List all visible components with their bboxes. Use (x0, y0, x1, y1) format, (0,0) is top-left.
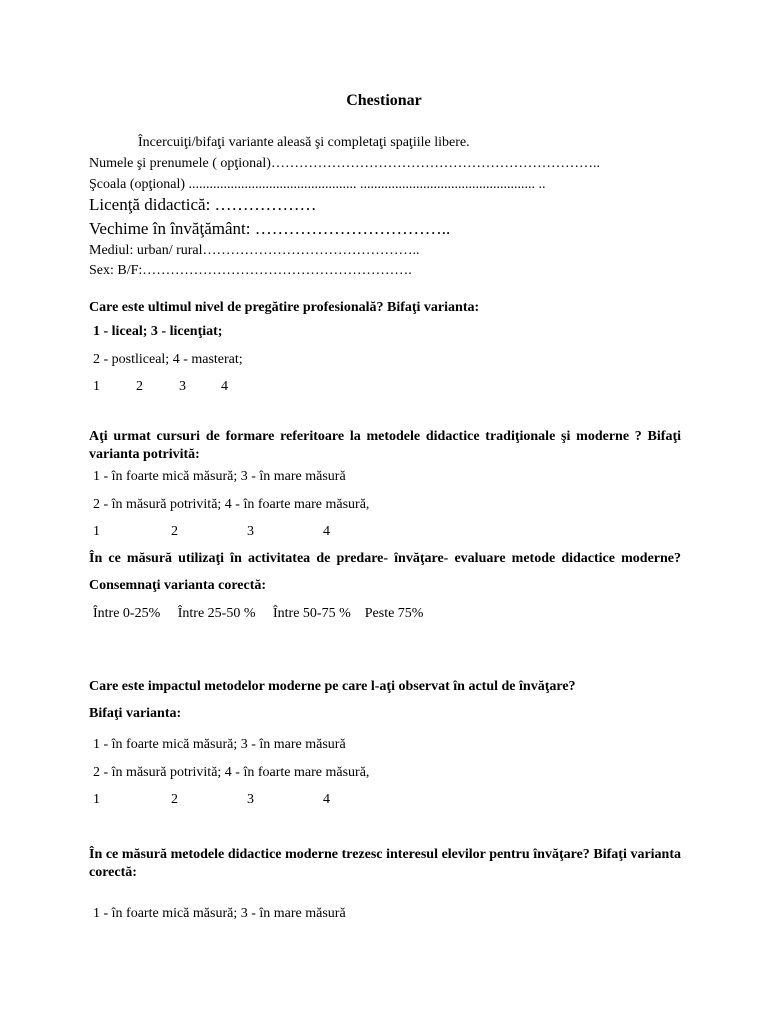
q2-choice-4[interactable]: 4 (323, 524, 330, 539)
q2-choice-2[interactable]: 2 (171, 524, 178, 539)
q1-choice-2[interactable]: 2 (136, 379, 143, 394)
q1-choice-3[interactable]: 3 (179, 379, 186, 394)
question-4: Care este impactul metodelor moderne pe care l-aţi observat în actul de învăţare? (89, 679, 576, 694)
q2-option-line-2: 2 - în măsură potrivită; 4 - în foarte mare măsură, (93, 497, 370, 512)
q4-choice-3[interactable]: 3 (247, 792, 254, 807)
q1-option-line-2: 2 - postliceal; 4 - masterat; (93, 352, 243, 367)
question-5: În ce măsură metodele didactice moderne trezesc interesul elevilor pentru învăţare? Bifaţi varianta corectă: (89, 847, 681, 880)
q4-choice-2[interactable]: 2 (171, 792, 178, 807)
sex-field: Sex: B/F:…………………………………………………. (89, 263, 412, 278)
question-3: În ce măsură utilizaţi în activitatea de predare- învăţare- evaluare metode didactice moderne? Consemnaţi varianta corectă: (89, 551, 681, 593)
license-field: Licenţă didactică: ……………… (89, 195, 317, 214)
q2-choice-3[interactable]: 3 (247, 524, 254, 539)
school-field: Şcoala (opţional) ................................................ .................................................. .. (89, 177, 546, 192)
name-field: Numele şi prenumele ( opţional)…………………………………………………………….. (89, 156, 600, 171)
q1-choice-4[interactable]: 4 (221, 379, 228, 394)
q1-option-line-1: 1 - liceal; 3 - licenţiat; (93, 324, 223, 339)
q4-option-line-2: 2 - în măsură potrivită; 4 - în foarte mare măsură, (93, 765, 370, 780)
environment-field: Mediul: urban/ rural……………………………………….. (89, 243, 420, 258)
q1-choice-numbers (0, 378, 768, 396)
q4-choice-1[interactable]: 1 (93, 792, 100, 807)
q4-option-line-1: 1 - în foarte mică măsură; 3 - în mare măsură (93, 737, 346, 752)
q2-option-line-1: 1 - în foarte mică măsură; 3 - în mare măsură (93, 469, 346, 484)
seniority-field: Vechime în învăţământ: …………………………….. (89, 219, 451, 238)
question-1: Care este ultimul nivel de pregătire profesională? Bifaţi varianta: (89, 300, 480, 315)
page-title: Chestionar (346, 92, 422, 109)
q1-choice-1[interactable]: 1 (93, 379, 100, 394)
q4-choice-numbers (0, 791, 768, 809)
intro-text: Încercuiţi/bifaţi variante aleasă şi completaţi spaţiile libere. (138, 135, 470, 150)
q3-options[interactable]: Între 0-25% Între 25-50 % Între 50-75 % Peste 75% (93, 606, 424, 621)
q2-choice-numbers (0, 523, 768, 541)
q4-instruction: Bifaţi varianta: (89, 706, 182, 721)
q2-choice-1[interactable]: 1 (93, 524, 100, 539)
question-2: Aţi urmat cursuri de formare referitoare la metodele didactice tradiţionale şi moderne ? Bifaţi varianta potrivită: (89, 429, 681, 462)
q5-option-line-1: 1 - în foarte mică măsură; 3 - în mare măsură (93, 906, 346, 921)
q4-choice-4[interactable]: 4 (323, 792, 330, 807)
